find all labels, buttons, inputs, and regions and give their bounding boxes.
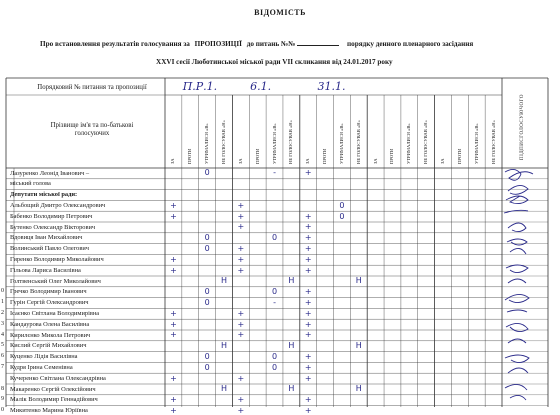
vote-mark: + xyxy=(304,406,312,415)
vote-column-header: ПРОТИ xyxy=(254,148,260,164)
vote-mark: + xyxy=(170,200,177,210)
vote-column-header: ЗА xyxy=(170,158,176,164)
row-number: 8 xyxy=(1,385,4,392)
voter-name: Кудря Ірина Семенівна xyxy=(10,363,73,371)
vote-mark: Н xyxy=(220,276,227,286)
voter-name: Гурін Сергій Олександрович xyxy=(10,299,89,307)
vote-mark: + xyxy=(237,395,245,405)
vote-mark: Н xyxy=(288,341,295,351)
vote-column-header: УТРИМАЛИСЯ «В» xyxy=(204,123,210,164)
voter-name: Микитенко Марина Юріївна xyxy=(10,407,88,415)
vote-column-header: НЕ ГОЛОСУВАВ «Н» xyxy=(423,120,429,164)
vote-column-header: ЗА xyxy=(237,158,243,164)
vote-column-header: ЗА xyxy=(440,158,446,164)
voter-name: Малік Володимир Геннадійович xyxy=(10,396,98,404)
vote-mark: 0 xyxy=(204,244,210,254)
vote-column-header: ПРОТИ xyxy=(322,148,328,164)
row-number: 0 xyxy=(1,288,4,295)
vote-mark: + xyxy=(304,254,312,264)
vote-mark: 0 xyxy=(339,200,345,210)
vote-mark: - xyxy=(273,298,276,308)
row-number: 2 xyxy=(1,309,4,316)
vote-mark: + xyxy=(170,211,177,221)
vote-mark: 0 xyxy=(271,287,278,297)
vote-mark: + xyxy=(170,308,177,318)
vote-column-header: НЕ ГОЛОСУВАВ «Н» xyxy=(288,120,294,164)
vote-column-header: ЗА xyxy=(372,158,378,164)
vote-mark: + xyxy=(170,254,177,264)
vote-mark: 0 xyxy=(204,362,210,372)
vote-mark: Н xyxy=(288,384,295,394)
vote-mark: 0 xyxy=(204,233,210,243)
vote-mark: + xyxy=(304,395,312,405)
voter-name: Ісаєнко Світлана Володимирівна xyxy=(10,309,100,317)
vote-column-header: ПРОТИ xyxy=(187,148,193,164)
session-heading: XXVI сесії Люботинської міської ради VII скликання від 24.01.2017 року xyxy=(156,58,393,66)
vote-mark: + xyxy=(237,265,245,275)
vote-mark: Н xyxy=(220,341,227,351)
vote-mark: + xyxy=(237,244,245,254)
vote-mark: + xyxy=(304,222,312,232)
voter-name: Кислий Сергій Михайлович xyxy=(10,342,87,350)
voter-name: Куценко Лідія Василівна xyxy=(10,353,78,361)
row-number: 9 xyxy=(1,396,4,403)
vote-mark: + xyxy=(237,319,245,329)
row-number: 3 xyxy=(1,320,4,327)
question-group-label: П.Р.1. xyxy=(182,80,218,93)
vote-mark: 0 xyxy=(271,362,278,372)
vote-column-header: УТРИМАЛИСЯ «В» xyxy=(271,123,277,164)
vote-mark: + xyxy=(170,330,177,340)
vote-column-header: УТРИМАЛИСЯ «В» xyxy=(338,123,344,164)
voter-name: міський голова xyxy=(10,180,51,188)
vote-mark: Н xyxy=(355,276,362,286)
heading-prefix: Про встановлення результатів голосування за xyxy=(40,40,190,48)
vote-mark: + xyxy=(304,287,312,297)
voter-name: Вдовиця Іван Михайлович xyxy=(10,234,83,242)
vote-mark: + xyxy=(304,233,312,243)
heading-proposal: ПРОПОЗИЦІЇ xyxy=(194,40,242,48)
voter-name: Бабенко Володимир Петрович xyxy=(10,212,93,220)
vote-mark: + xyxy=(237,254,245,264)
vote-mark: + xyxy=(237,406,245,415)
voter-name: Лазуренко Леонід Іванович – xyxy=(10,169,90,177)
header-signature: ПІДПИСГОЛОСУЮЧОГО xyxy=(520,94,525,160)
vote-mark: + xyxy=(237,200,245,210)
vote-mark: 0 xyxy=(271,352,278,362)
vote-mark: + xyxy=(237,222,245,232)
row-number: 1 xyxy=(1,299,4,306)
heading-mid: до питань №№ xyxy=(246,40,296,48)
vote-mark: + xyxy=(170,395,177,405)
vote-column-header: НЕ ГОЛОСУВАВ «Н» xyxy=(355,120,361,164)
vote-mark: - xyxy=(273,168,276,178)
vote-column-header: ПРОТИ xyxy=(389,148,395,164)
question-group-label: 31.1. xyxy=(317,80,346,93)
vote-mark: 0 xyxy=(204,352,210,362)
voter-name: Кучеренко Світлана Олександрівна xyxy=(10,374,106,382)
vote-mark: + xyxy=(304,298,312,308)
vote-column-header: НЕ ГОЛОСУВАВ «Н» xyxy=(220,120,226,164)
voter-name: Гиренко Володимир Миколайович xyxy=(10,255,104,263)
heading-suffix: порядку денного пленарного засідання xyxy=(347,40,474,48)
vote-mark: + xyxy=(304,352,312,362)
vote-mark: + xyxy=(237,330,245,340)
row-number: 0 xyxy=(1,407,4,414)
vote-mark: + xyxy=(170,319,177,329)
vote-mark: + xyxy=(304,308,312,318)
vote-mark: 0 xyxy=(271,233,278,243)
voter-name: Голтвенський Олег Миколайович xyxy=(10,277,101,285)
vote-column-header: НЕ ГОЛОСУВАВ «Н» xyxy=(490,120,496,164)
voter-name: Гречко Володимир Іванович xyxy=(10,288,87,296)
vote-mark: + xyxy=(304,373,312,383)
voter-name: Гільова Лариса Василівна xyxy=(10,266,81,274)
row-number: 7 xyxy=(1,363,4,370)
question-group-label: 6.1. xyxy=(250,80,272,93)
vote-mark: + xyxy=(304,265,312,275)
vote-mark: Н xyxy=(355,384,362,394)
vote-mark: Н xyxy=(288,276,295,286)
voter-name: Бутенко Олександр Вікторович xyxy=(10,223,96,231)
vote-mark: + xyxy=(237,211,245,221)
vote-mark: + xyxy=(304,244,312,254)
voter-name: Кандаурова Олена Василівна xyxy=(10,320,90,328)
vote-mark: + xyxy=(170,406,177,415)
vote-column-header: УТРИМАЛИСЯ «В» xyxy=(406,123,412,164)
vote-mark: + xyxy=(237,373,245,383)
vote-mark: + xyxy=(304,330,312,340)
vote-column-header: УТРИМАЛИСЯ «В» xyxy=(473,123,479,164)
header-question-order: Порядковий № питання та пропозиції xyxy=(37,84,147,91)
document-title: ВІДОМІСТЬ xyxy=(254,8,306,17)
vote-mark: 0 xyxy=(204,168,210,178)
voter-name: Волинський Павло Олегович xyxy=(10,245,90,253)
voter-name: Макаренко Сергій Олексійович xyxy=(10,385,96,393)
vote-mark: + xyxy=(237,308,245,318)
vote-mark: + xyxy=(304,362,312,372)
voter-name: Альбощий Дмитро Олександрович xyxy=(10,201,106,209)
vote-mark: + xyxy=(304,168,312,178)
vote-mark: + xyxy=(304,211,312,221)
vote-column-header: ПРОТИ xyxy=(456,148,462,164)
row-number: 5 xyxy=(1,342,4,349)
vote-mark: Н xyxy=(220,384,227,394)
voter-name: Депутати міської ради: xyxy=(10,191,78,199)
row-number: 6 xyxy=(1,353,4,360)
header-voter-name: Прізвище ім'я та по-батькові голосуючих xyxy=(50,122,134,137)
vote-mark: 0 xyxy=(204,287,210,297)
voter-name: Кирилєнко Микола Петрович xyxy=(10,331,91,339)
row-number: 4 xyxy=(1,331,4,338)
vote-mark: + xyxy=(170,373,177,383)
vote-mark: 0 xyxy=(339,211,345,221)
vote-mark: Н xyxy=(355,341,362,351)
vote-column-header: ЗА xyxy=(305,158,311,164)
vote-mark: 0 xyxy=(204,298,210,308)
vote-mark: + xyxy=(304,319,312,329)
vote-mark: + xyxy=(170,265,177,275)
